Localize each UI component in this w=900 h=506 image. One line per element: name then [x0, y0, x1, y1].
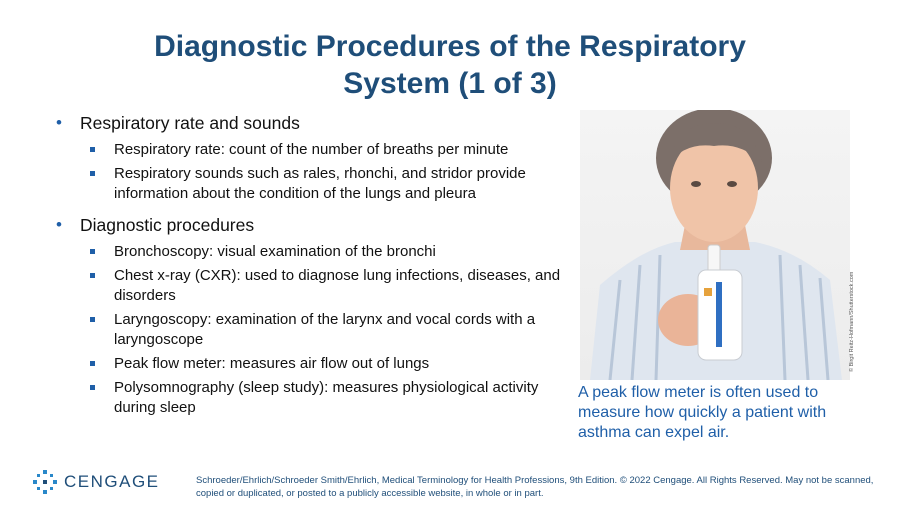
photo-credit	[849, 272, 859, 372]
list-item	[56, 164, 576, 204]
list-item-text: Chest x-ray (CXR): used to diagnose lung infections, diseases, and disorders	[114, 267, 561, 304]
photo-credit-text: © Birgit Reitz-Hofmann/Shutterstock.com	[849, 271, 855, 372]
list-item	[56, 378, 576, 418]
list-item	[56, 354, 576, 374]
list-item	[56, 242, 576, 262]
list-item	[56, 266, 576, 306]
square-bullet-icon	[90, 147, 95, 152]
square-bullet-icon	[90, 171, 95, 176]
title-line-2: System (1 of 3)	[343, 67, 557, 100]
square-bullet-icon	[90, 273, 95, 278]
cengage-mark-icon	[32, 469, 58, 495]
bullet-list	[56, 112, 576, 422]
footer-copyright: Schroeder/Ehrlich/Schroeder Smith/Ehrlich, Medical Terminology for Health Professions, 9th Edition. © 2022 Cengage. All Rights Reserved. May not be scanned, copied or duplicated, or posted to a publicly accessible website, in whole or in part.	[196, 475, 874, 499]
cengage-logo	[32, 468, 160, 496]
square-bullet-icon	[90, 385, 95, 390]
section-heading-text: Diagnostic procedures	[80, 215, 255, 235]
list-item	[56, 310, 576, 350]
section-heading-text: Respiratory rate and sounds	[80, 113, 300, 133]
section-heading	[56, 112, 576, 134]
photo-caption: A peak flow meter is often used to measure how quickly a patient with asthma can expel air.	[578, 384, 827, 441]
list-item-text: Bronchoscopy: visual examination of the bronchi	[114, 243, 436, 260]
square-bullet-icon	[90, 317, 95, 322]
list-item-text: Respiratory rate: count of the number of breaths per minute	[114, 141, 509, 158]
title-line-1: Diagnostic Procedures of the Respiratory	[154, 30, 746, 63]
slide-title	[60, 28, 840, 102]
square-bullet-icon	[90, 249, 95, 254]
patient-with-peak-flow-meter-image	[580, 110, 850, 380]
logo-text: CENGAGE	[64, 472, 160, 491]
list-item-text: Laryngoscopy: examination of the larynx and vocal cords with a laryngoscope	[114, 311, 536, 348]
list-item-text: Respiratory sounds such as rales, rhonchi, and stridor provide information about the condition of the lungs and pleura	[114, 165, 526, 202]
square-bullet-icon	[90, 361, 95, 366]
list-item	[56, 140, 576, 160]
bullet-dot-icon: •	[56, 113, 62, 132]
list-item-text: Polysomnography (sleep study): measures physiological activity during sleep	[114, 379, 539, 416]
bullet-dot-icon: •	[56, 215, 62, 234]
section-heading	[56, 214, 576, 236]
patient-photo	[580, 110, 850, 380]
list-item-text: Peak flow meter: measures air flow out of lungs	[114, 355, 430, 372]
